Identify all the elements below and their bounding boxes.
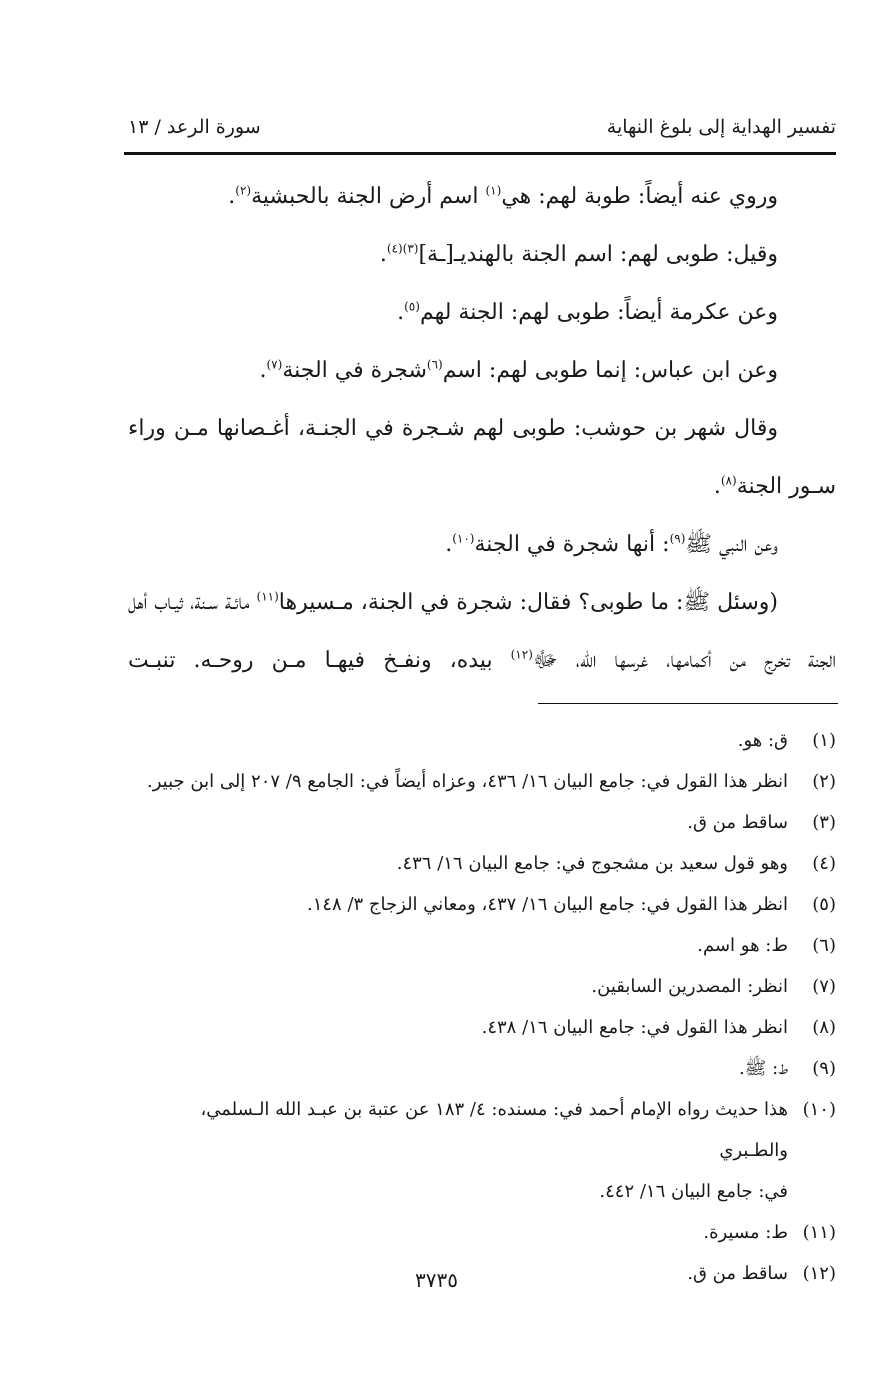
footnote-text: انظر: المصدرين السابقين. xyxy=(591,976,788,997)
footnote-number: (٥) xyxy=(812,894,836,915)
footnote-text: ط: مسيرة. xyxy=(703,1222,788,1243)
footnote-item xyxy=(128,761,840,802)
footnote-marker[interactable]: (٨) xyxy=(720,473,737,488)
footnote-number: (٣) xyxy=(812,812,836,833)
footnote-text: انظر هذا القول في: جامع البيان ١٦/ ٤٣٨. xyxy=(481,1017,788,1038)
footnote-item xyxy=(128,884,840,925)
footnote-separator xyxy=(538,703,838,704)
footnote-continuation: في: جامع البيان ١٦/ ٤٤٢. xyxy=(599,1181,788,1202)
footnote-marker[interactable]: (٣)(٤) xyxy=(386,241,419,256)
paragraph-1: وروي عنه أيضاً: طوبة لهم: هي$^{(١)}$ اسم أرض الجنة بالحبشية$^{(٢)}$. xyxy=(228,183,778,209)
paragraph-7: (وسئل ﷺ: ما طوبى؟ فقال: شجرة في الجنة، مـسيرها$^{(١١)}$ مائـة سـنة، ثيـاب أهل الجنة تخرج من أكمامها، غرسها الله، ﷻ$^{(١٢)}$ بيده، ونفـخ فيهـا مـن روحـه. تنبـت xyxy=(128,589,836,673)
footnote-number: (٤) xyxy=(812,853,836,874)
footnote-text: ساقط من ق. xyxy=(687,1263,788,1284)
footnote-text: وهو قول سعيد بن مشجوج في: جامع البيان ١٦/ ٤٣٦. xyxy=(396,853,788,874)
surah-reference: سورة الرعد / ١٣ xyxy=(128,116,261,138)
main-text xyxy=(128,168,836,690)
footnote-item xyxy=(128,925,840,966)
footnote-marker[interactable]: (٧) xyxy=(266,357,283,372)
footnote-marker[interactable]: (١٠) xyxy=(452,531,475,546)
footnote-text: ساقط من ق. xyxy=(687,812,788,833)
page-number: ٣٧٣٥ xyxy=(415,1268,458,1292)
footnote-number: (١٢) xyxy=(802,1263,836,1284)
footnote-marker[interactable]: (٥) xyxy=(404,299,420,314)
footnote-item xyxy=(128,966,840,1007)
footnote-text: ق: هو. xyxy=(737,730,788,751)
footnote-item xyxy=(128,1089,840,1212)
footnote-number: (٦) xyxy=(812,935,836,956)
footnote-text: ط: هو اسم. xyxy=(697,935,788,956)
footnote-item xyxy=(128,802,840,843)
header-rule xyxy=(124,152,836,155)
footnote-number: (٧) xyxy=(812,976,836,997)
footnote-item xyxy=(128,1048,840,1089)
footnote-number: (١) xyxy=(812,730,836,751)
footnote-number: (١٠) xyxy=(802,1099,836,1120)
footnote-text: انظر هذا القول في: جامع البيان ١٦/ ٤٣٦، وعزاه أيضاً في: الجامع ٩/ ٢٠٧ إلى ابن جبير. xyxy=(147,771,788,792)
footnote-item xyxy=(128,1212,840,1253)
running-header xyxy=(124,112,836,146)
paragraph-5: وقال شهر بن حوشب: طوبى لهم شـجرة في الجنـة، أغـصانها مـن وراء سـور الجنة$^{(٨)}$. xyxy=(128,416,836,499)
footnote-marker[interactable]: (٩) xyxy=(669,531,686,546)
footnote-number: (١١) xyxy=(802,1222,836,1243)
footnotes-list xyxy=(128,720,840,1294)
paragraph-2: وقيل: طوبى لهم: اسم الجنة بالهنديـ[ـة]$^{(٣)(٤)}$. xyxy=(379,241,778,267)
footnote-item xyxy=(128,1007,840,1048)
footnote-number: (٨) xyxy=(812,1017,836,1038)
paragraph-6: وعن النبي ﷺ$^{(٩)}$: أنها شجرة في الجنة$^{(١٠)}$. xyxy=(445,531,778,557)
footnote-text: انظر هذا القول في: جامع البيان ١٦/ ٤٣٧، ومعاني الزجاج ٣/ ١٤٨. xyxy=(306,894,788,915)
footnote-marker[interactable]: (١١) xyxy=(256,589,279,604)
paragraph-3: وعن عكرمة أيضاً: طوبى لهم: الجنة لهم$^{(٥)}$. xyxy=(397,299,778,325)
footnote-marker[interactable]: (١) xyxy=(485,183,502,198)
footnote-item xyxy=(128,843,840,884)
footnote-marker[interactable]: (١٢) xyxy=(510,647,533,662)
footnote-number: (٢) xyxy=(812,771,836,792)
footnote-number: (٩) xyxy=(812,1058,836,1079)
book-title: تفسير الهداية إلى بلوغ النهاية xyxy=(606,116,836,138)
footnote-marker[interactable]: (٦) xyxy=(426,357,443,372)
footnote-item xyxy=(128,720,840,761)
paragraph-4: وعن ابن عباس: إنما طوبى لهم: اسم$^{(٦)}$شجرة في الجنة$^{(٧)}$. xyxy=(259,357,778,383)
footnote-text: ط: ﷺ. xyxy=(738,1058,788,1079)
footnote-marker[interactable]: (٢) xyxy=(235,183,252,198)
footnote-text: هذا حديث رواه الإمام أحمد في: مسنده: ٤/ ١٨٣ عن عتبة بن عبـد الله الـسلمي، والطـبري في: جامع البيان ١٦/ ٤٤٢. xyxy=(128,1089,788,1212)
